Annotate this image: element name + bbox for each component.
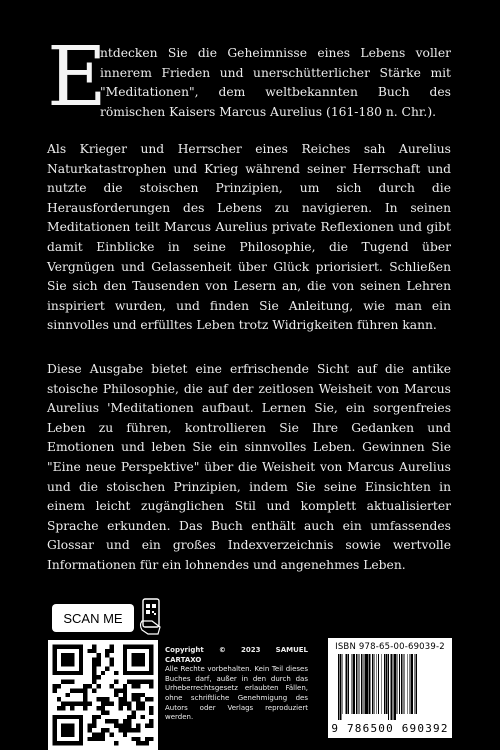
phone-qr-icon [138, 597, 166, 635]
qr-code [48, 640, 158, 750]
copyright-title: Copyright © 2023 SAMUEL CARTAXO [165, 646, 308, 664]
scan-me-label [52, 604, 134, 632]
paragraph-2: Als Krieger und Herrscher eines Reiches sah Aurelius Naturkatastrophen und Krieg während seiner Herrschaft und nutzte die stoischen Prinzipien, um sich durch die Herausforderungen des Lebens zu navigieren. In seinen Meditationen teilt Marcus Aurelius private Reflexionen und gibt damit Einblicke in seine Philosophie, die Tugend über Vergnügen und Gelassenheit über Glück priorisiert. Schließen Sie sich den Tausenden von Lesern an, die von seinen Lehren inspiriert wurden, und finden Sie Anleitung, wie man ein sinnvolles und erfülltes Leben trotz Widrigkeiten führen kann. [47, 142, 451, 333]
isbn-label: ISBN 978-65-00-69039-2 [335, 642, 445, 652]
drop-cap: E [47, 30, 107, 125]
barcode [336, 654, 448, 720]
copyright-notice [165, 646, 308, 723]
paragraph-3: Diese Ausgabe bietet eine erfrischende Sicht auf die antike stoische Philosophie, die auf der zeitlosen Weisheit von Marcus Aurelius 'Meditationen aufbaut. Lernen Sie, ein sorgenfreies Leben zu führen, kontrollieren Sie Ihre Gedanken und Emotionen und leben Sie ein sinnvolles Leben. Gewinnen Sie "Eine neue Perspektive" über die Weisheit von Marcus Aurelius und die stoischen Prinzipien, indem Sie seine Einsichten in einem leicht zugänglichen Stil und komplett aktualisierter Sprache erkunden. Das Buch enthält auch ein umfassendes Glossar und ein großes Indexverzeichnis sowie wertvolle Informationen für ein lohnendes und angenehmes Leben. [47, 362, 451, 572]
scan-me-text: SCAN ME [63, 610, 123, 626]
copyright-text: Alle Rechte vorbehalten. Kein Teil dieses Buches darf, außer in den durch das Urheberrechtsgesetz erlaubten Fällen, ohne schriftliche Genehmigung des Autors oder Verlags reproduziert werden. [165, 665, 308, 722]
intro-paragraph: ntdecken Sie die Geheimnisse eines Lebens voller innerem Frieden und unerschütterlicher Stärke mit "Meditationen", dem weltbekannten Buch des römischen Kaisers Marcus Aurelius (161-180 n. Chr.). [100, 46, 451, 119]
isbn-digits: 9 786500 690392 [331, 722, 449, 735]
barcode-panel [328, 638, 452, 738]
